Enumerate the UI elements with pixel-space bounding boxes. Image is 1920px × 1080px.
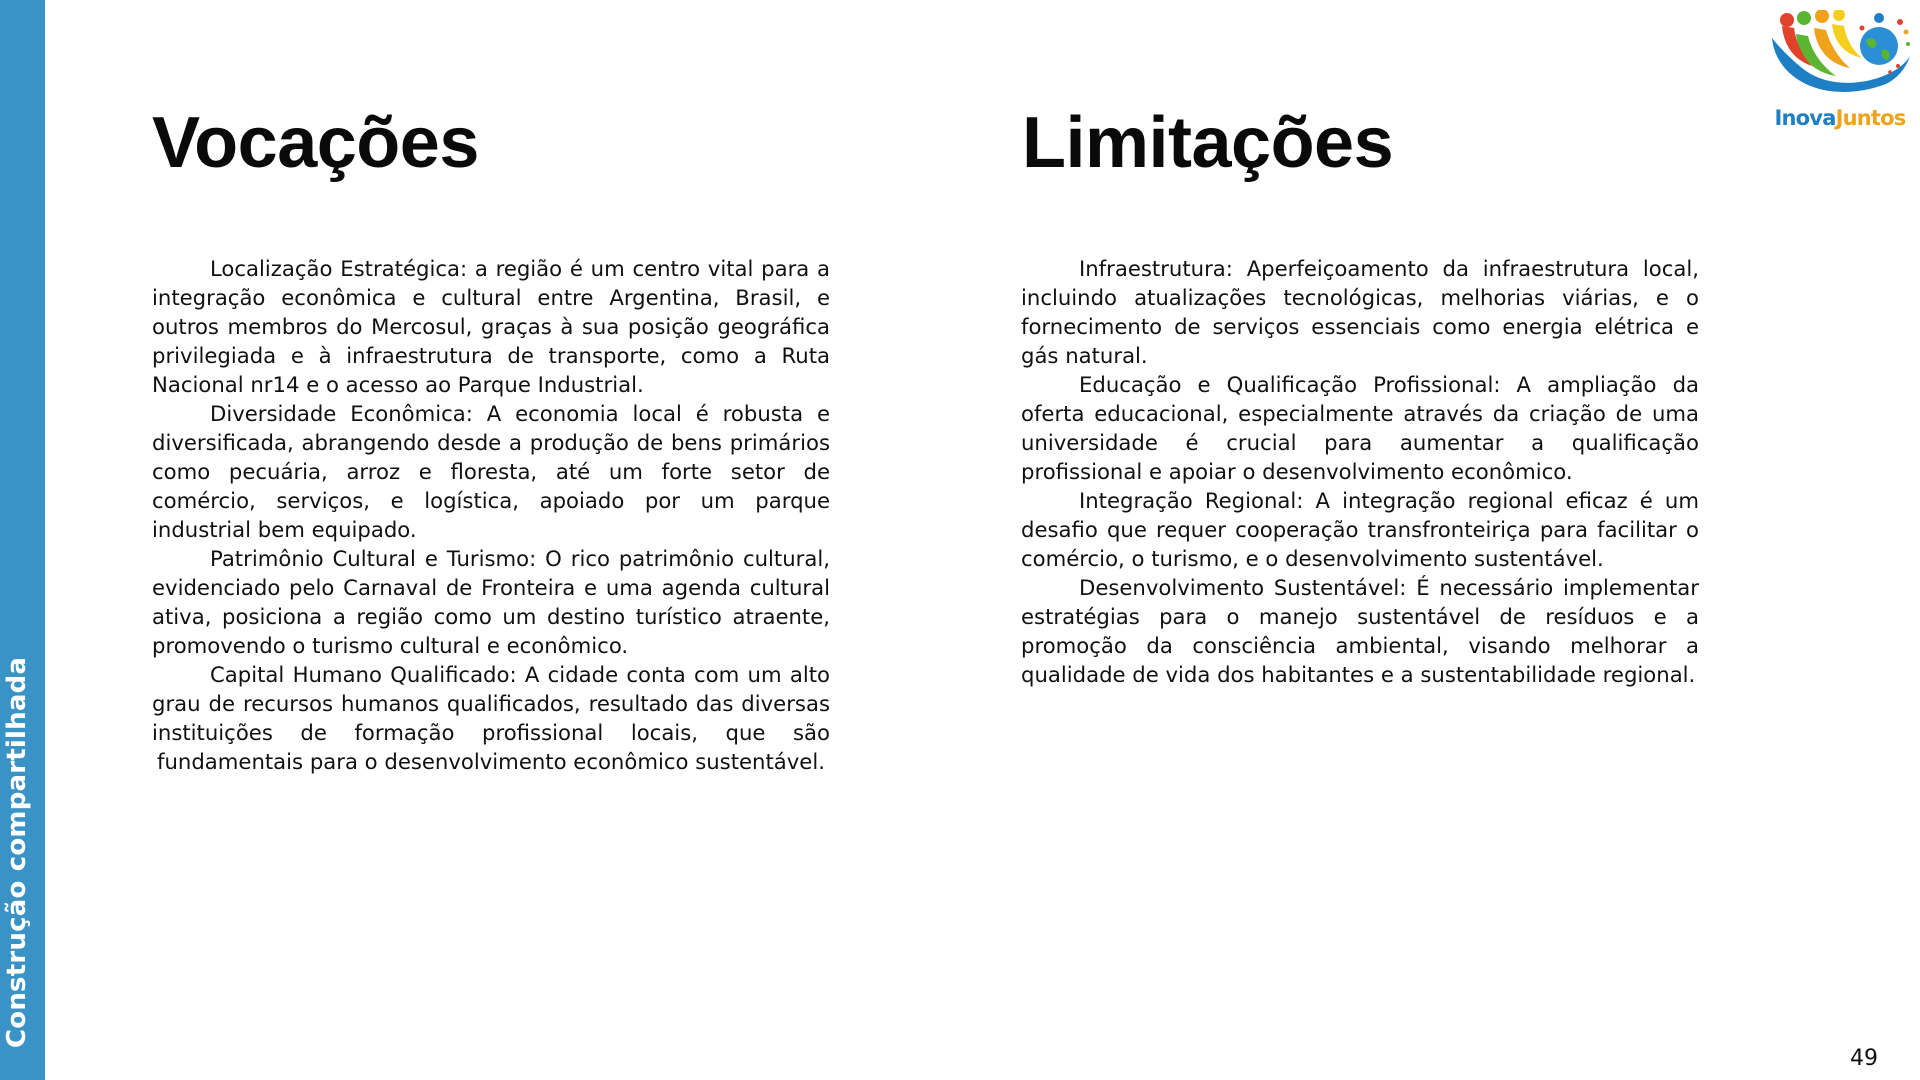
vocacoes-paragraph: Localização Estratégica: a região é um centro vital para a integração econômica e cultural entre Argentina, Brasil, e outros membros do Mercosul, graças à sua posição geográfica privilegiada e à infraestrutura de transporte, como a Ruta Nacional nr14 e o acesso ao Parque Industrial.	[152, 256, 830, 397]
vocacoes-body	[152, 254, 830, 776]
limitacoes-paragraph: Desenvolvimento Sustentável: É necessário implementar estratégias para o manejo sustentável de resíduos e a promoção da consciência ambiental, visando melhorar a qualidade de vida dos habitantes e a sustentabilidade regional.	[1021, 575, 1699, 687]
limitacoes-title: Limitações	[1022, 103, 1394, 183]
sidebar-band	[0, 0, 45, 1080]
sidebar-label: Construção compartilhada	[2, 656, 32, 1048]
logo-text	[1766, 106, 1914, 130]
limitacoes-paragraph: Integração Regional: A integração regional eficaz é um desafio que requer cooperação transfronteiriça para facilitar o comércio, o turismo, e o desenvolvimento sustentável.	[1021, 488, 1699, 571]
page-number: 49	[1850, 1046, 1878, 1071]
limitacoes-paragraph: Educação e Qualificação Profissional: A ampliação da oferta educacional, especialmente através da criação de uma universidade é crucial para aumentar a qualificação profissional e apoiar o desenvolvimento econômico.	[1021, 372, 1699, 484]
logo-text-inova: Inova	[1774, 106, 1836, 130]
vocacoes-paragraph: Diversidade Econômica: A economia local é robusta e diversificada, abrangendo desde a produção de bens primários como pecuária, arroz e floresta, até um forte setor de comércio, serviços, e logística, apoiado por um parque industrial bem equipado.	[152, 401, 830, 542]
limitacoes-paragraph: Infraestrutura: Aperfeiçoamento da infraestrutura local, incluindo atualizações tecnológicas, melhorias viárias, e o fornecimento de serviços essenciais como energia elétrica e gás natural.	[1021, 256, 1699, 368]
logo-emblem-icon	[1766, 10, 1914, 106]
vocacoes-paragraph: Patrimônio Cultural e Turismo: O rico patrimônio cultural, evidenciado pelo Carnaval de Fronteira e uma agenda cultural ativa, posiciona a região como um destino turístico atraente, promovendo o turismo cultural e econômico.	[152, 546, 830, 658]
limitacoes-body	[1021, 254, 1699, 689]
logo-text-juntos: Juntos	[1835, 106, 1906, 130]
vocacoes-paragraph: Capital Humano Qualificado: A cidade conta com um alto grau de recursos humanos qualificados, resultado das diversas instituições de formação profissional locais, que são fundamentais para o desenvolvimento econômico sustentável.	[152, 662, 830, 774]
inovajuntos-logo	[1766, 10, 1914, 138]
vocacoes-title: Vocações	[152, 103, 479, 183]
